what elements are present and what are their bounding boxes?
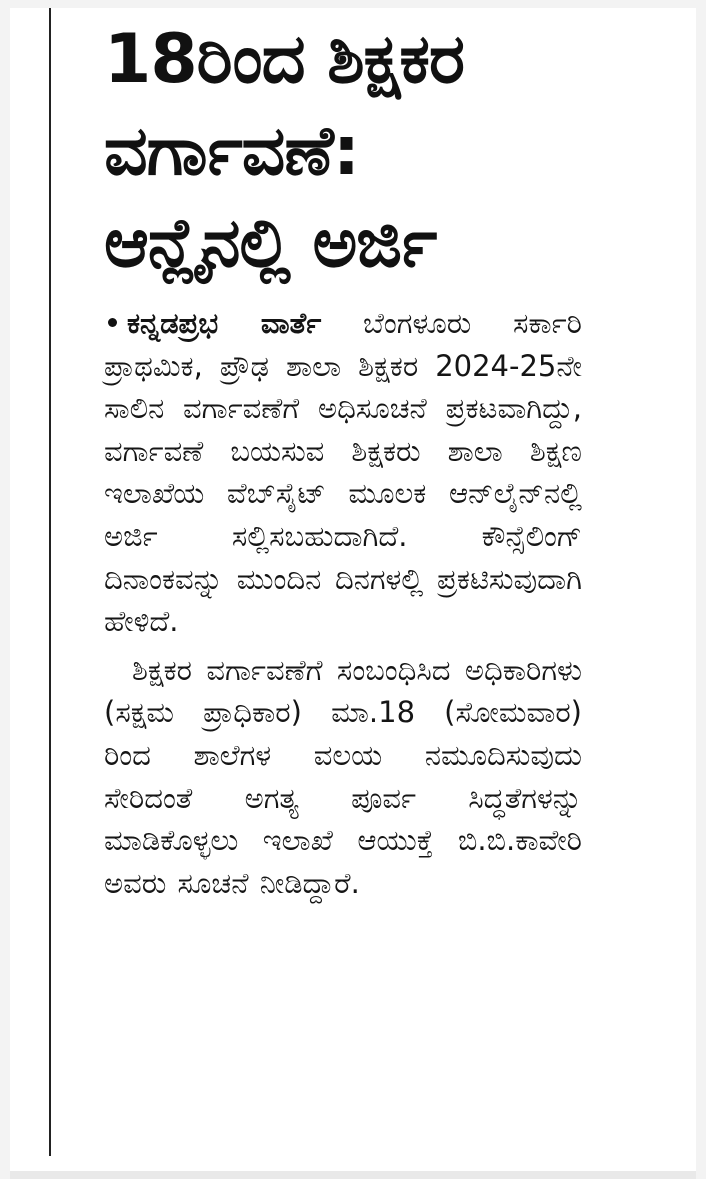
headline-line-2: ವರ್ಗಾವಣೆ: (104, 112, 360, 191)
article-paragraph-2 (104, 649, 582, 905)
bottom-edge-shadow (10, 1171, 696, 1179)
article-headline (104, 14, 694, 290)
headline-line-3: ಆನ್ಲೈನಲ್ಲಿ ಅರ್ಜಿ (104, 204, 437, 283)
article-paragraph-1 (104, 302, 582, 643)
article-paragraph-1-text: ಸರ್ಕಾರಿ ಪ್ರಾಥಮಿಕ, ಪ್ರೌಢ ಶಾಲಾ ಶಿಕ್ಷಕರ 2024-25ನೇ ಸಾಲಿನ ವರ್ಗಾವಣೆಗೆ ಅಧಿಸೂಚನೆ ಪ್ರಕಟವಾಗಿದ್ದು, ವರ್ಗಾವಣೆ ಬಯಸುವ ಶಿಕ್ಷಕರು ಶಾಲಾ ಶಿಕ್ಷಣ ಇಲಾಖೆಯ ವೆಬ್‌ಸೈಟ್ ಮೂಲಕ ಆನ್‌ಲೈನ್‌ನಲ್ಲಿ ಅರ್ಜಿ ಸಲ್ಲಿಸಬಹುದಾಗಿದೆ. ಕೌನ್ಸೆಲಿಂಗ್ ದಿನಾಂಕವನ್ನು ಮುಂದಿನ ದಿನಗಳಲ್ಲಿ ಪ್ರಕಟಿಸುವುದಾಗಿ ಹೇಳಿದೆ. (104, 306, 582, 639)
column-divider-rule (49, 8, 51, 1156)
article-body (104, 302, 582, 904)
article-byline: ಕನ್ನಡಪ್ರಭ ವಾರ್ತೆ (127, 306, 322, 340)
article-dateline: ಬೆಂಗಳೂರು (362, 306, 472, 340)
article-paragraph-2-text: ಶಿಕ್ಷಕರ ವರ್ಗಾವಣೆಗೆ ಸಂಬಂಧಿಸಿದ ಅಧಿಕಾರಿಗಳು (ಸಕ್ಷಮ ಪ್ರಾಧಿಕಾರ) ಮಾ.18 (ಸೋಮವಾರ) ರಿಂದ ಶಾಲೆಗಳ ವಲಯ ನಮೂದಿಸುವುದು ಸೇರಿದಂತೆ ಅಗತ್ಯ ಪೂರ್ವ ಸಿದ್ಧತೆಗಳನ್ನು ಮಾಡಿಕೊಳ್ಳಲು ಇಲಾಖೆ ಆಯುಕ್ತೆ ಬಿ.ಬಿ.ಕಾವೇರಿ ಅವರು ಸೂಚನೆ ನೀಡಿದ್ದಾರೆ. (104, 652, 582, 900)
headline-line-1: 18ರಿಂದ ಶಿಕ್ಷಕರ (104, 20, 464, 99)
bullet-icon (108, 318, 117, 327)
